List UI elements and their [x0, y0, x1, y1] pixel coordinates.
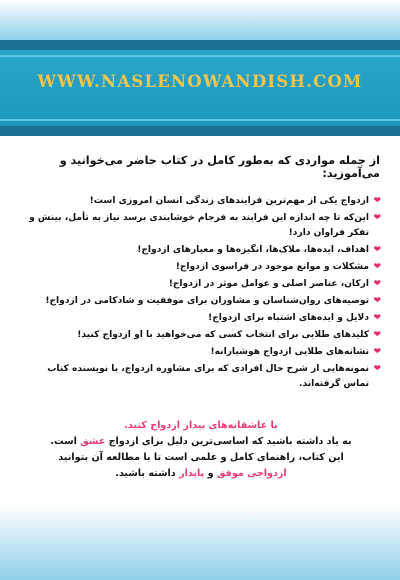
closing-text: داشته باشید.: [115, 468, 180, 479]
heart-icon: ❤: [373, 245, 381, 255]
list-item: [22, 243, 380, 258]
heart-icon: ❤: [373, 213, 381, 223]
list-item: [22, 194, 380, 209]
top-gradient-band: [0, 0, 400, 40]
heart-icon: ❤: [373, 262, 381, 272]
highlight-successful: ازدواجی موفق: [216, 468, 287, 479]
list-item-text: ازدواج یکی از مهم‌ترین فرایندهای زندگی انسان امروزی است!: [89, 196, 369, 206]
feature-list: [22, 194, 380, 392]
closing-text: است.: [50, 436, 81, 447]
highlight-stable: پایدار: [179, 468, 205, 479]
list-item: [22, 345, 380, 360]
list-item-text: کلیدهای طلایی برای انتخاب کسی که می‌خواهید با او ازدواج کنید!: [77, 330, 369, 340]
closing-slogan: با عاشقانه‌های بیدار ازدواج کنید.: [124, 420, 278, 431]
list-item-text: این‌که تا چه اندازه این فرایند به فرجام خوشایندی برسد نیاز به تأمل، بینش و تفکر فراوان دارد!: [29, 213, 369, 238]
heart-icon: ❤: [373, 296, 381, 306]
heart-icon: ❤: [373, 364, 381, 374]
list-item: [22, 277, 380, 292]
heart-icon: ❤: [373, 196, 381, 206]
list-item: [22, 328, 380, 343]
list-item-text: اهداف، ایده‌ها، ملاک‌ها، انگیزه‌ها و معیارهای ازدواج!: [137, 245, 369, 255]
heart-icon: ❤: [373, 347, 381, 357]
list-item-text: دلایل و ایده‌های اشتباه برای ازدواج!: [208, 313, 369, 323]
banner-bottom-line: [0, 119, 400, 121]
list-item-text: توصیه‌های روان‌شناسان و مشاوران برای موفقیت و شادکامی در ازدواج!: [45, 296, 369, 306]
heart-icon: ❤: [373, 279, 381, 289]
list-item-text: نشانه‌های طلایی ازدواج هوشیارانه!: [210, 347, 369, 357]
heart-icon: ❤: [373, 313, 381, 323]
content-area: [22, 154, 380, 482]
intro-heading: از جمله مواردی که به‌طور کامل در کتاب حاضر می‌خوانید و می‌آموزید:: [59, 154, 380, 180]
closing-paragraph: [22, 418, 380, 482]
list-item: [22, 362, 380, 392]
list-item-text: مشکلات و موانع موجود در فراسوی ازدواج!: [175, 262, 369, 272]
closing-text: و: [204, 468, 217, 479]
bottom-gradient-band: [0, 505, 400, 580]
list-item: [22, 294, 380, 309]
banner-top-line: [0, 55, 400, 57]
closing-line-4: [22, 466, 380, 482]
heart-icon: ❤: [373, 330, 381, 340]
list-item: [22, 311, 380, 326]
highlight-love: عشق: [80, 436, 106, 447]
closing-text: به یاد داشته باشید که اساسی‌ترین دلیل برای ازدواج: [105, 436, 352, 447]
list-item-text: نمونه‌هایی از شرح حال افرادی که برای مشاوره ازدواج، با نویسنده کتاب تماس گرفته‌اند.: [47, 364, 369, 389]
closing-line-2: [22, 434, 380, 450]
website-url[interactable]: WWW.NASLENOWANDISH.COM: [37, 72, 363, 91]
header-banner: [0, 40, 400, 136]
closing-line-3: این کتاب، راهنمای کامل و علمی است تا با مطالعه آن بتوانید: [58, 452, 344, 463]
list-item: [22, 211, 380, 241]
list-item-text: ارکان، عناصر اصلی و عوامل موثر در ازدواج!: [168, 279, 369, 289]
list-item: [22, 260, 380, 275]
